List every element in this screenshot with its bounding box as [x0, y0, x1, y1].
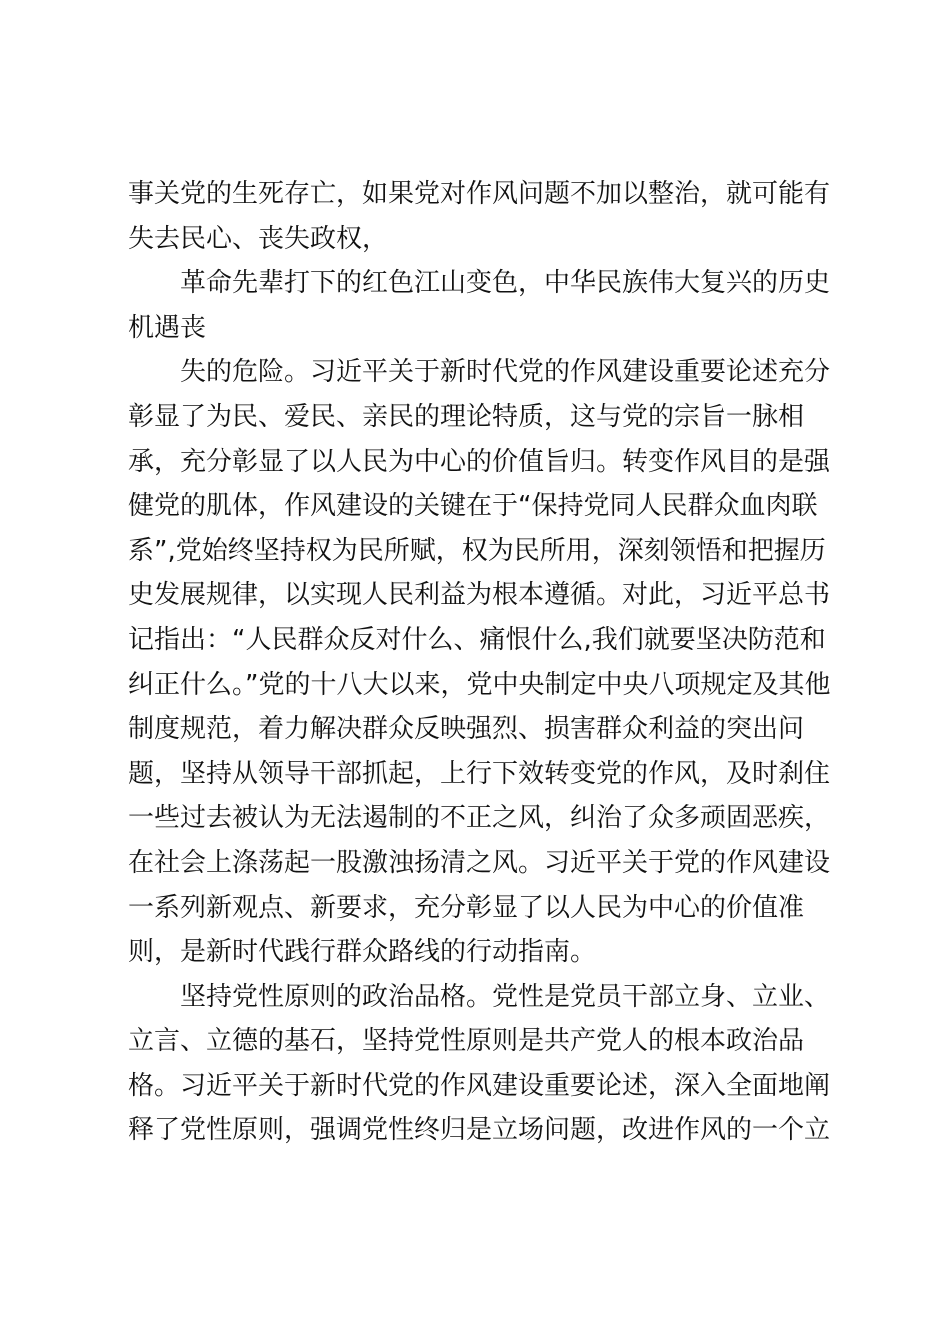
text-line: 格。习近平关于新时代党的作风建设重要论述，深入全面地阐: [128, 1070, 831, 1101]
text-line: 制度规范，着力解决群众反映强烈、损害群众利益的突出问: [128, 714, 805, 745]
text-line: 记指出：“人民群众反对什么、痛恨什么,我们就要坚决防范和: [128, 624, 826, 655]
body-text: [128, 172, 831, 1153]
text-line: 坚持党性原则的政治品格。党性是党员干部立身、立业、: [180, 981, 831, 1012]
text-line: 一系列新观点、新要求，充分彰显了以人民为中心的价值准: [128, 892, 805, 923]
text-line: 机遇丧: [128, 312, 207, 343]
text-line: 彰显了为民、爱民、亲民的理论特质，这与党的宗旨一脉相: [128, 401, 805, 432]
text-line: 纠正什么。”党的十八大以来，党中央制定中央八项规定及其他: [128, 669, 831, 700]
text-line: 革命先辈打下的红色江山变色，中华民族伟大复兴的历史: [180, 268, 831, 299]
text-line: 一些过去被认为无法遏制的不正之风，纠治了众多顽固恶疾，: [128, 803, 831, 834]
text-line: 系”,党始终坚持权为民所赋，权为民所用，深刻领悟和把握历: [128, 535, 826, 566]
text-line: 释了党性原则，强调党性终归是立场问题，改进作风的一个立: [128, 1115, 831, 1146]
text-line: 健党的肌体，作风建设的关键在于“保持党同人民群众血肉联: [128, 491, 818, 522]
text-line: 立言、立德的基石，坚持党性原则是共产党人的根本政治品: [128, 1026, 805, 1057]
text-line: 事关党的生死存亡，如果党对作风问题不加以整治，就可能有: [128, 179, 831, 209]
text-line: 题，坚持从领导干部抓起，上行下效转变党的作风，及时刹住: [128, 758, 831, 789]
text-line: 失去民心、丧失政权，: [128, 223, 389, 254]
text-line: 则，是新时代践行群众路线的行动指南。: [128, 937, 597, 968]
text-line: 在社会上涤荡起一股激浊扬清之风。习近平关于党的作风建设: [128, 847, 831, 878]
text-line: 失的危险。习近平关于新时代党的作风建设重要论述充分: [180, 357, 831, 388]
text-line: 史发展规律，以实现人民利益为根本遵循。对此，习近平总书: [128, 580, 831, 611]
text-line: 承，充分彰显了以人民为中心的价值旨归。转变作风目的是强: [128, 446, 831, 477]
